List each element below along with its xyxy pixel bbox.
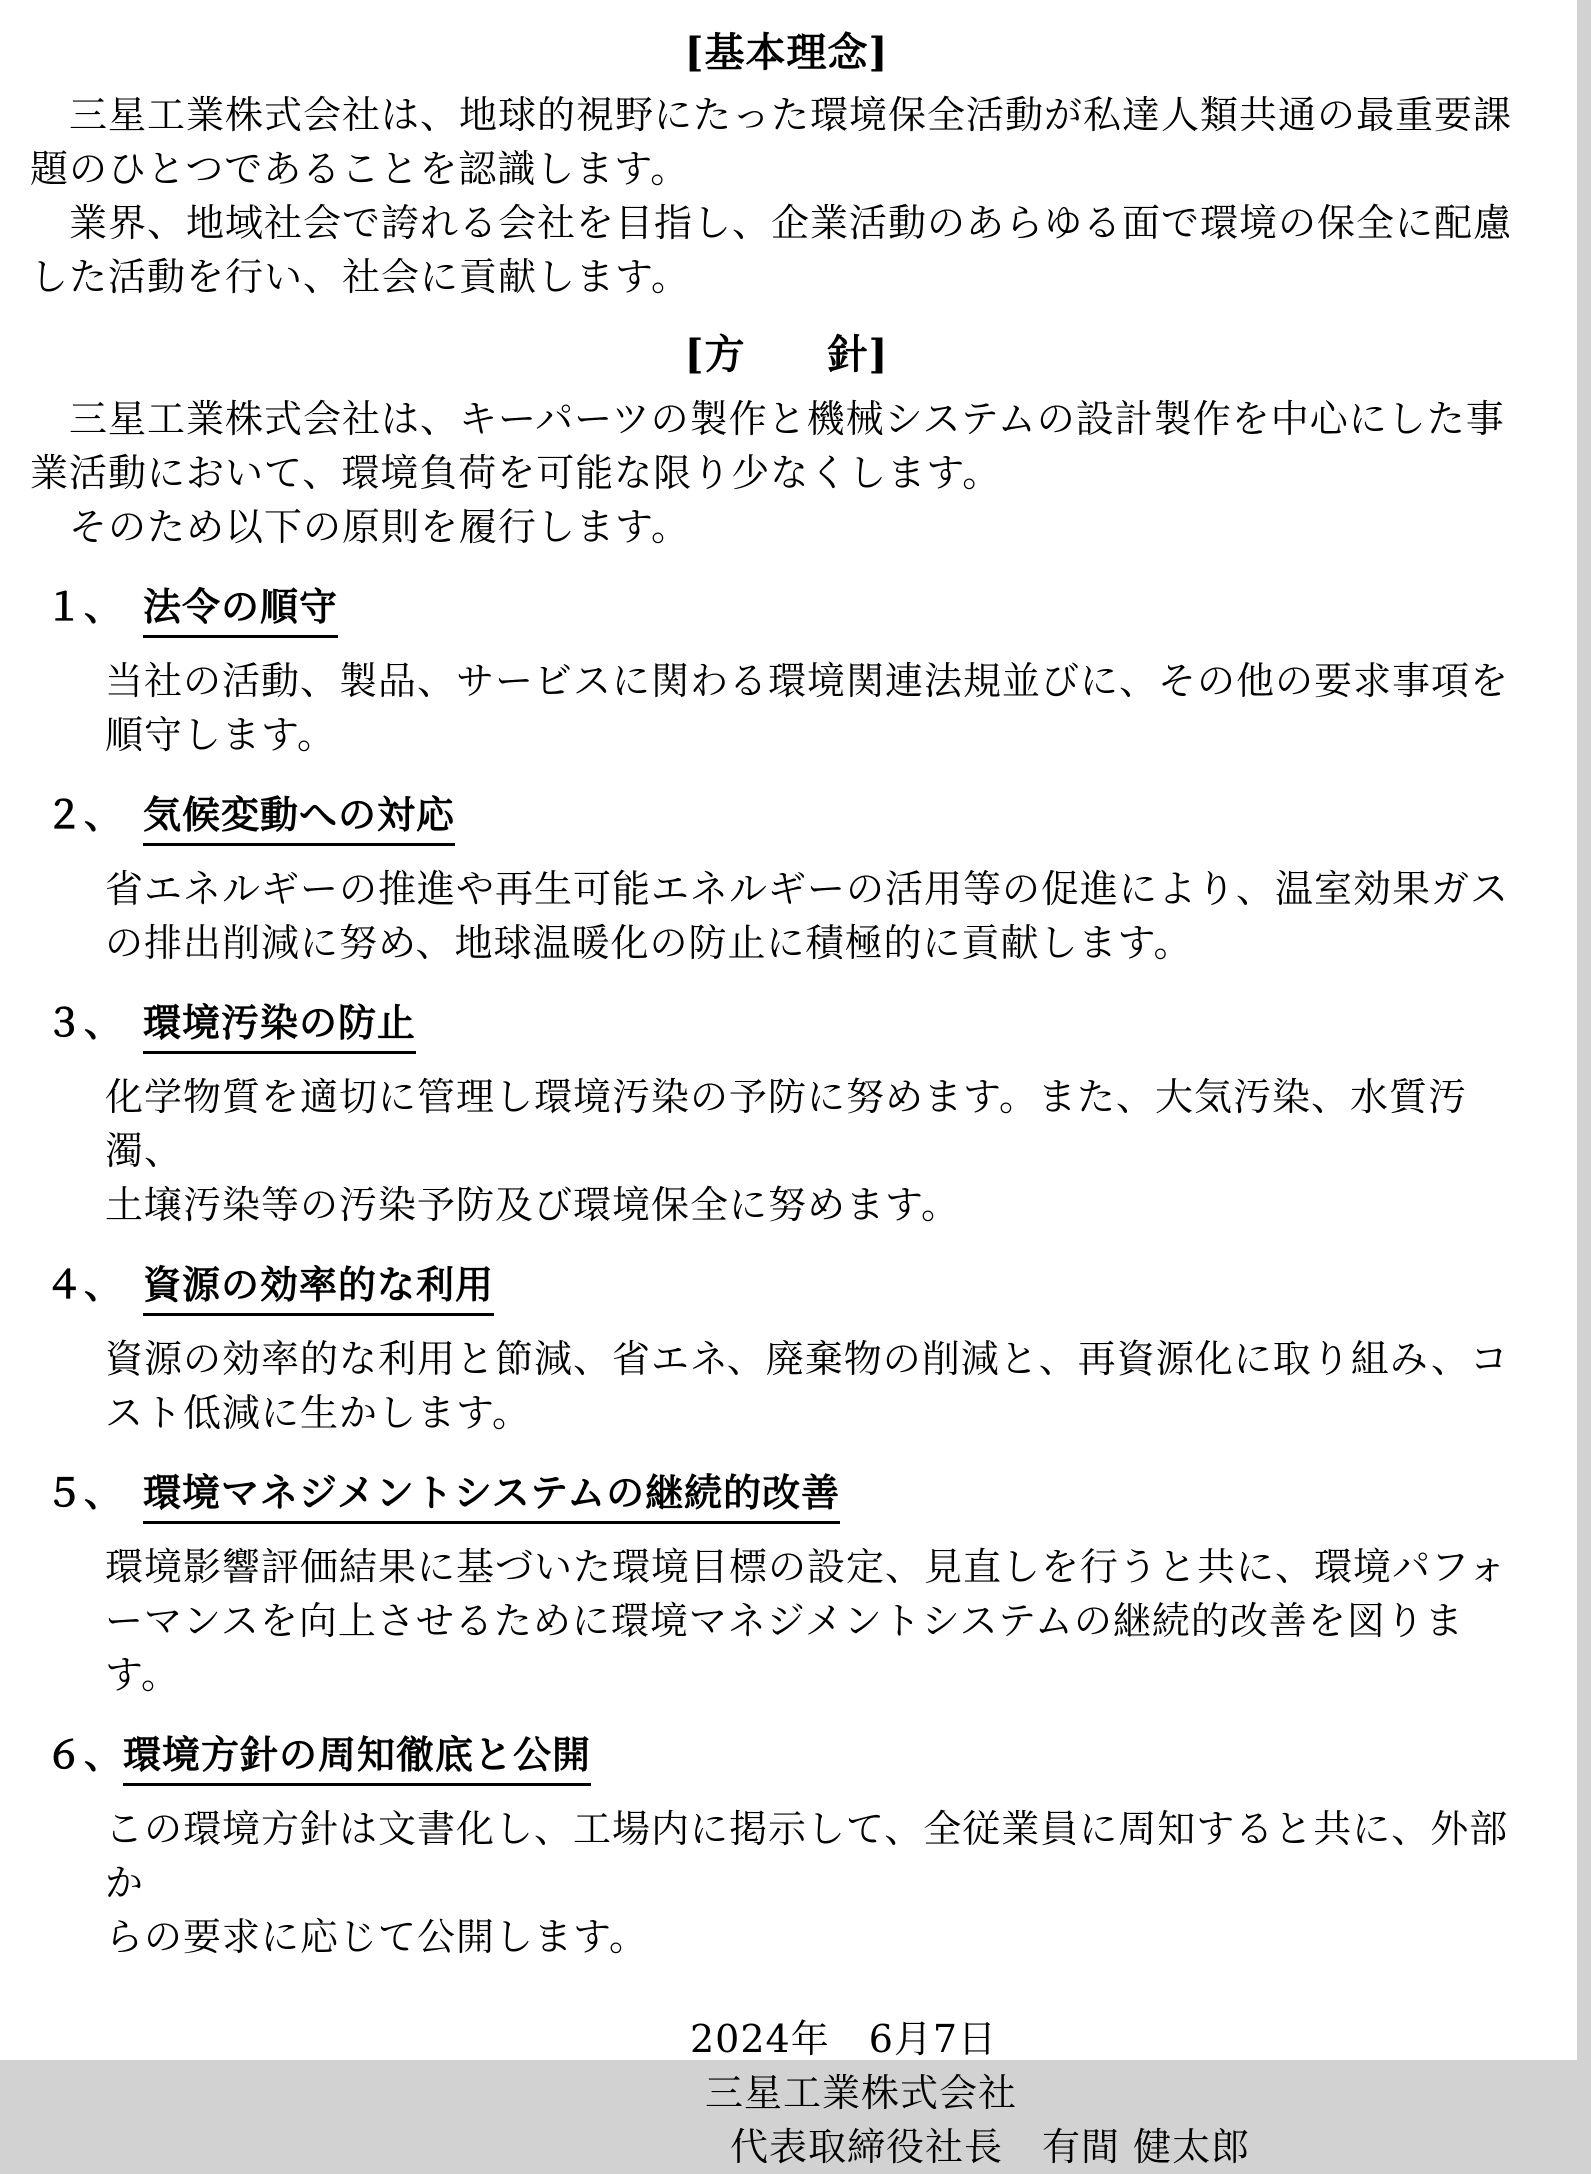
philosophy-paragraph-1 — [30, 88, 1543, 196]
philosophy-paragraph-2 — [30, 196, 1543, 304]
principle-body-line: 省エネルギーの推進や再生可能エネルギーの活用等の促進により、温室効果ガス — [105, 867, 1510, 911]
principle-heading — [30, 1258, 1543, 1316]
paragraph-line: 業活動において、環境負荷を可能な限り少なくします。 — [30, 451, 1002, 495]
principle-title: 気候変動への対応 — [143, 788, 455, 846]
paragraph-line: 三星工業株式会社は、キーパーツの製作と機械システムの設計製作を中心にした事 — [30, 397, 1505, 441]
basic-philosophy-heading: [基本理念] — [684, 29, 889, 76]
principle-5-ems-continuous-improvement — [30, 1466, 1543, 1702]
principle-body — [105, 862, 1543, 970]
principle-body — [105, 1540, 1543, 1702]
principle-heading — [30, 788, 1543, 846]
principle-title: 環境マネジメントシステムの継続的改善 — [143, 1466, 840, 1524]
principle-4-resource-efficiency — [30, 1258, 1543, 1440]
principle-heading — [30, 996, 1543, 1054]
policy-paragraph-1 — [30, 392, 1543, 500]
principle-body-line: 土壌汚染等の汚染予防及び環境保全に努めます。 — [105, 1183, 960, 1227]
signature-president: 代表取締役社長 有間 健太郎 — [730, 2125, 1251, 2169]
principle-heading — [30, 1728, 1543, 1786]
principle-2-climate-change — [30, 788, 1543, 970]
principle-body-line: す。 — [105, 1653, 180, 1697]
principle-3-pollution-prevention — [30, 996, 1543, 1232]
principle-number: ６、 — [45, 1732, 124, 1777]
principle-title: 環境方針の周知徹底と公開 — [123, 1728, 591, 1786]
principle-number: ３、 — [45, 1000, 144, 1045]
principle-body-line: 順守します。 — [105, 713, 336, 757]
principle-title: 資源の効率的な利用 — [143, 1258, 494, 1316]
principle-body — [105, 654, 1543, 762]
principle-body — [105, 1802, 1543, 1964]
principle-heading — [30, 1466, 1543, 1524]
paragraph-line: そのため以下の原則を履行します。 — [30, 505, 690, 549]
principle-number: ２、 — [45, 792, 144, 837]
paragraph-line: 題のひとつであることを認識します。 — [30, 147, 690, 191]
principle-body-line: 環境影響評価結果に基づいた環境目標の設定、見直しを行うと共に、環境パフォ — [105, 1545, 1508, 1589]
principle-body-line: スト低減に生かします。 — [105, 1391, 531, 1435]
principle-body-line: 資源の効率的な利用と節減、省エネ、廃棄物の削減と、再資源化に取り組み、コ — [105, 1337, 1510, 1381]
principle-body — [105, 1070, 1543, 1232]
principle-body-line: らの要求に応じて公開します。 — [105, 1915, 648, 1959]
paragraph-line: した活動を行い、社会に貢献します。 — [30, 255, 690, 299]
principle-body-line: 当社の活動、製品、サービスに関わる環境関連法規並びに、その他の要求事項を — [105, 659, 1510, 703]
policy-paragraph-2 — [30, 500, 1543, 554]
principle-body — [105, 1332, 1543, 1440]
principle-title: 環境汚染の防止 — [143, 996, 416, 1054]
signature-company: 三星工業株式会社 — [705, 2071, 1018, 2115]
paragraph-line: 業界、地域社会で誇れる会社を目指し、企業活動のあらゆる面で環境の保全に配慮 — [30, 201, 1513, 245]
principle-title: 法令の順守 — [143, 580, 338, 638]
principle-heading — [30, 580, 1543, 638]
paragraph-line: 三星工業株式会社は、地球的視野にたった環境保全活動が私達人類共通の最重要課 — [30, 93, 1513, 137]
principle-body-line: この環境方針は文書化し、工場内に掲示して、全従業員に周知すると共に、外部か — [105, 1807, 1509, 1905]
principle-number: １、 — [45, 584, 144, 629]
principle-1-legal-compliance — [30, 580, 1543, 762]
signature-date: 2024年 6月7日 — [690, 2017, 998, 2061]
principle-body-line: ーマンスを向上させるために環境マネジメントシステムの継続的改善を図りま — [105, 1599, 1464, 1643]
signature-block — [30, 2012, 1543, 2174]
principle-body-line: の排出削減に努め、地球温暖化の防止に積極的に貢献します。 — [105, 921, 1193, 965]
principle-6-policy-publication — [30, 1728, 1543, 1964]
principle-body-line: 化学物質を適切に管理し環境汚染の予防に努めます。また、大気汚染、水質汚濁、 — [105, 1075, 1467, 1173]
policy-heading: [方 針] — [684, 331, 889, 378]
principle-number: ５、 — [45, 1470, 144, 1515]
principle-number: ４、 — [45, 1262, 144, 1307]
